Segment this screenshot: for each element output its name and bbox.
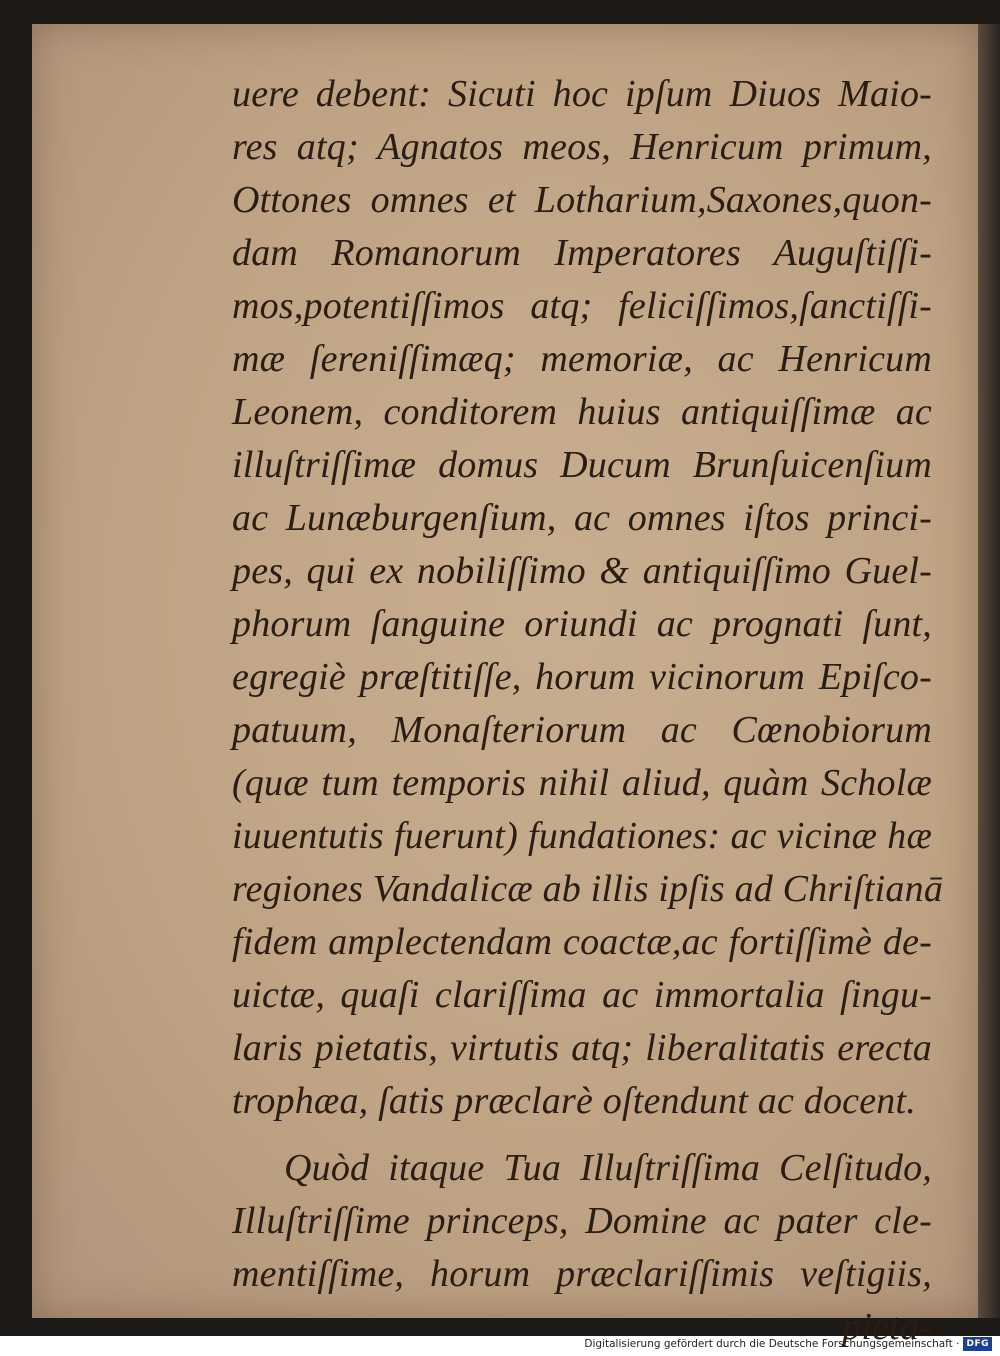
- text-line: ac Lunæburgenſium, ac omnes iſtos princi-: [232, 497, 932, 539]
- page-edge: [978, 24, 1000, 1318]
- paragraph-2: [232, 1142, 932, 1301]
- text-line: laris pietatis, virtutis atq; liberalitatis erecta: [232, 1027, 932, 1069]
- catchword: pieta-: [842, 1306, 932, 1348]
- text-line: Quòd itaque Tua Illuſtriſſima Celſitudo,: [284, 1147, 932, 1189]
- text-line: Illuſtriſſime princeps, Domine ac pater cle-: [232, 1200, 932, 1242]
- text-line: Leonem, conditorem huius antiquiſſimæ ac: [232, 391, 932, 433]
- text-line: regiones Vandalicæ ab illis ipſis ad Chriſtianā: [232, 868, 944, 910]
- text-line: trophæa, ſatis præclarè oſtendunt ac docent.: [232, 1080, 916, 1122]
- text-line: pes, qui ex nobiliſſimo & antiquiſſimo Guel-: [232, 550, 932, 592]
- text-line: Ottones omnes et Lotharium,Saxones,quon-: [232, 179, 932, 221]
- text-line: illuſtriſſimæ domus Ducum Brunſuicenſium: [232, 444, 932, 486]
- text-line: phorum ſanguine oriundi ac prognati ſunt,: [232, 603, 932, 645]
- text-line: uictæ, quaſi clariſſima ac immortalia ſingu-: [232, 974, 932, 1016]
- text-line: mæ ſereniſſimæq; memoriæ, ac Henricum: [232, 338, 932, 380]
- text-line: iuuentutis fuerunt) fundationes: ac vicinæ hæ: [232, 815, 932, 857]
- text-line: uere debent: Sicuti hoc ipſum Diuos Maio-: [232, 73, 932, 115]
- text-line: (quæ tum temporis nihil aliud, quàm Scholæ: [232, 762, 932, 804]
- page-text: [232, 68, 944, 1354]
- text-line: res atq; Agnatos meos, Henricum primum,: [232, 126, 932, 168]
- paragraph-1: [232, 68, 944, 1128]
- dfg-logo[interactable]: DFG: [963, 1337, 992, 1351]
- digitization-footer: [584, 1336, 992, 1352]
- text-line: egregiè præſtitiſſe, horum vicinorum Epiſco-: [232, 656, 932, 698]
- text-line: mos,potentiſſimos atq; feliciſſimos,ſanctiſſi-: [232, 285, 932, 327]
- text-line: mentiſſime, horum præclariſſimis veſtigiis,: [232, 1253, 932, 1295]
- text-line: dam Romanorum Imperatores Auguſtiſſi-: [232, 232, 932, 274]
- text-line: fidem amplectendam coactæ,ac fortiſſimè de-: [232, 921, 932, 963]
- text-line: patuum, Monaſteriorum ac Cœnobiorum: [232, 709, 932, 751]
- paragraph-gap: [232, 1128, 932, 1142]
- footer-credit: Digitalisierung gefördert durch die Deutsche Forschungsgemeinschaft ·: [584, 1338, 960, 1350]
